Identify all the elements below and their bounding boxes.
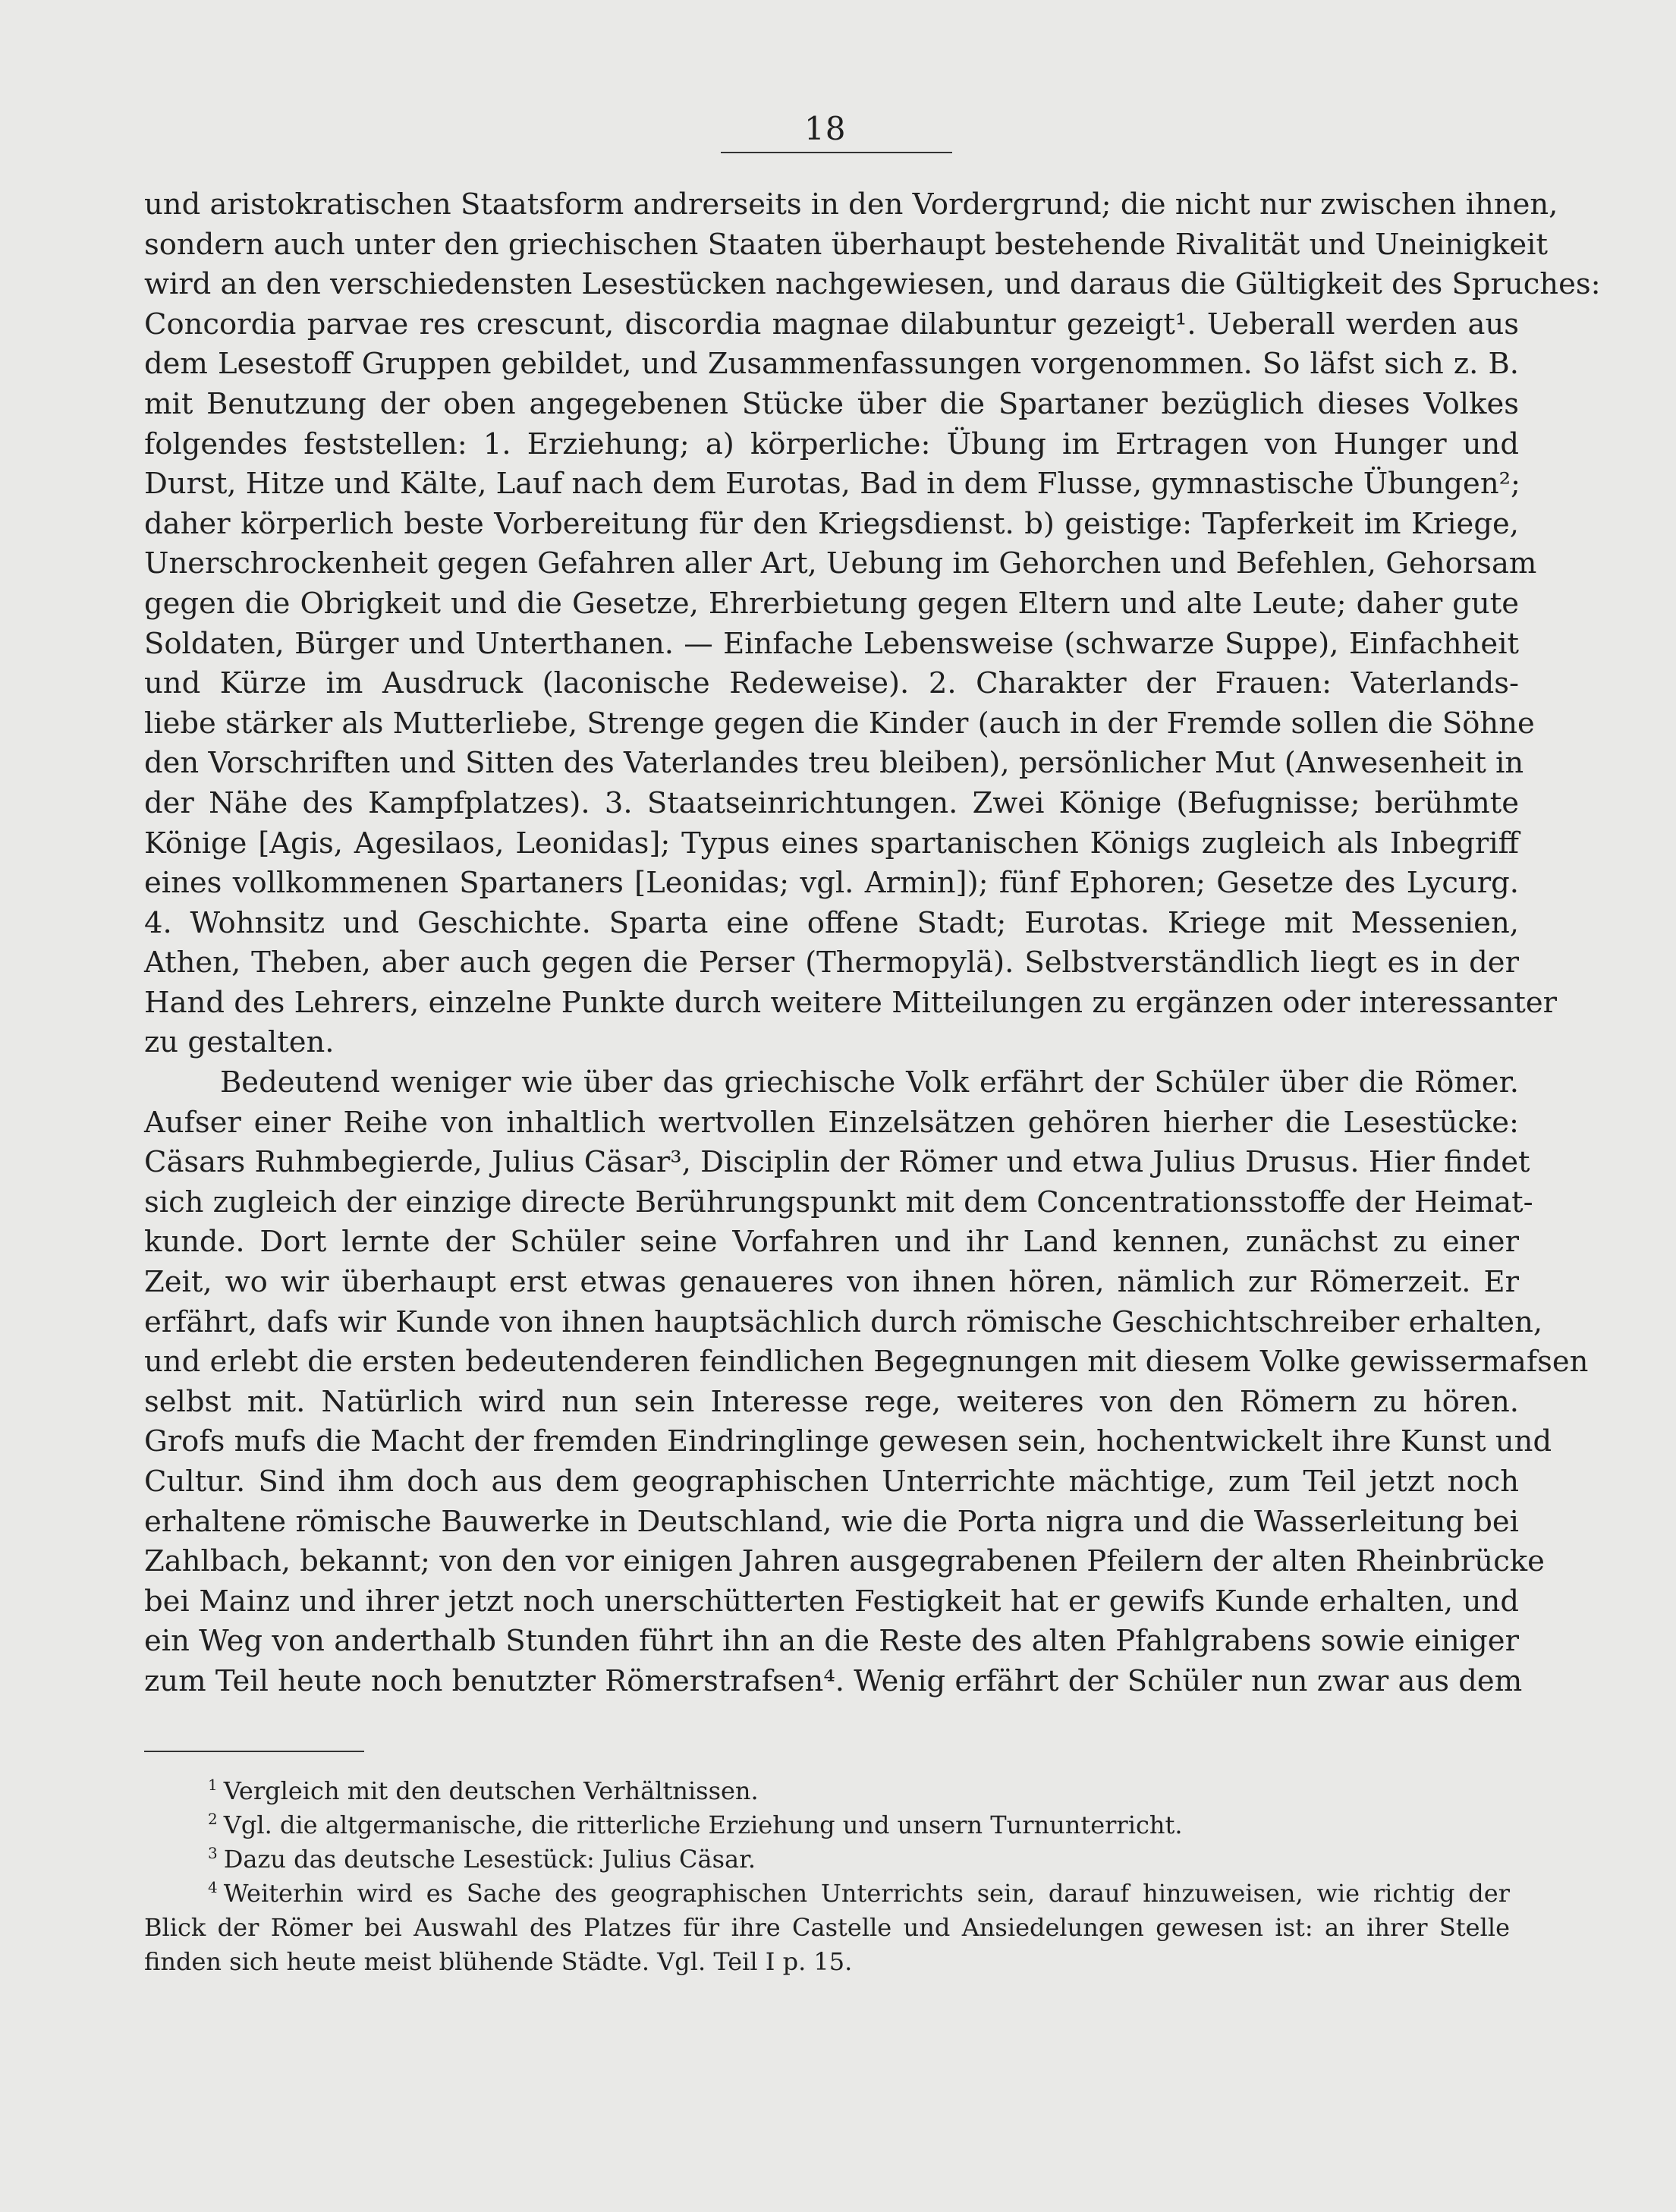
text-line: Cäsars Ruhmbegierde, Julius Cäsar³, Disciplin der Römer und etwa Julius Drusus. Hier findet bbox=[144, 1145, 1530, 1180]
text-line: sich zugleich der einzige directe Berührungspunkt mit dem Concentrationsstoffe der Heimat- bbox=[144, 1185, 1533, 1219]
text-line: Soldaten, Bürger und Unterthanen. — Einfache Lebensweise (schwarze Suppe), Einfachheit bbox=[144, 626, 1519, 661]
footnote-line bbox=[144, 1774, 1510, 1808]
text-line: Zahlbach, bekannt; von den vor einigen Jahren ausgegrabenen Pfeilern der alten Rheinbrücke bbox=[144, 1544, 1545, 1579]
text-line: erfährt, dafs wir Kunde von ihnen hauptsächlich durch römische Geschichtschreiber erhalten, bbox=[144, 1304, 1543, 1339]
footnote-line: Blick der Römer bei Auswahl des Platzes für ihre Castelle und Ansiedelungen gewesen ist: an ihrer Stelle bbox=[144, 1913, 1510, 1942]
text-line: 4. Wohnsitz und Geschichte. Sparta eine offene Stadt; Eurotas. Kriege mit Messenien, bbox=[144, 905, 1519, 940]
footnote-text: Vgl. die altgermanische, die ritterliche Erziehung und unsern Turnunterricht. bbox=[223, 1811, 1183, 1839]
text-line: Concordia parvae res crescunt, discordia magnae dilabuntur gezeigt¹. Ueberall werden aus bbox=[144, 307, 1519, 341]
text-line: Aufser einer Reihe von inhaltlich wertvollen Einzelsätzen gehören hierher die Lesestücke: bbox=[144, 1105, 1519, 1140]
text-line: folgendes feststellen: 1. Erziehung; a) körperliche: Übung im Ertragen von Hunger und bbox=[144, 426, 1519, 461]
paragraph-1 bbox=[144, 185, 1601, 1063]
footnote-mark: 4 bbox=[208, 1878, 218, 1897]
text-line: wird an den verschiedensten Lesestücken nachgewiesen, und daraus die Gültigkeit des Spruches: bbox=[144, 267, 1601, 302]
text-line: Zeit, wo wir überhaupt erst etwas genaueres von ihnen hören, nämlich zur Römerzeit. Er bbox=[144, 1265, 1519, 1300]
text-line: Durst, Hitze und Kälte, Lauf nach dem Eurotas, Bad in dem Flusse, gymnastische Übungen²; bbox=[144, 467, 1521, 502]
text-line: liebe stärker als Mutterliebe, Strenge gegen die Kinder (auch in der Fremde sollen die Söhne bbox=[144, 706, 1535, 741]
text-line: Unerschrockenheit gegen Gefahren aller Art, Uebung im Gehorchen und Befehlen, Gehorsam bbox=[144, 546, 1537, 581]
text-line: gegen die Obrigkeit und die Gesetze, Ehrerbietung gegen Eltern und alte Leute; daher gute bbox=[144, 586, 1519, 621]
text-line: und aristokratischen Staatsform andrerseits in den Vordergrund; die nicht nur zwischen ihnen, bbox=[144, 187, 1558, 222]
footnotes bbox=[144, 1774, 1510, 1979]
footnote-text: Weiterhin wird es Sache des geographischen Unterrichts sein, darauf hinzuweisen, wie richtig der bbox=[223, 1879, 1510, 1908]
text-line: ein Weg von anderthalb Stunden führt ihn an die Reste des alten Pfahlgrabens sowie einiger bbox=[144, 1624, 1519, 1659]
text-line: den Vorschriften und Sitten des Vaterlandes treu bleiben), persönlicher Mut (Anwesenheit in bbox=[144, 746, 1524, 781]
footnote-mark: 2 bbox=[208, 1810, 218, 1829]
text-line: daher körperlich beste Vorbereitung für den Kriegsdienst. b) geistige: Tapferkeit im Kriege, bbox=[144, 506, 1519, 541]
footnote-1 bbox=[144, 1774, 1510, 1808]
text-line: und Kürze im Ausdruck (laconische Redeweise). 2. Charakter der Frauen: Vaterlands- bbox=[144, 666, 1519, 701]
footnote-4 bbox=[144, 1877, 1510, 1979]
text-line: und erlebt die ersten bedeutenderen feindlichen Begegnungen mit diesem Volke gewissermafsen bbox=[144, 1345, 1589, 1380]
text-line: Hand des Lehrers, einzelne Punkte durch weitere Mitteilungen zu ergänzen oder interessanter bbox=[144, 985, 1558, 1020]
text-line: zu gestalten. bbox=[144, 1025, 335, 1060]
text-line: zum Teil heute noch benutzter Römerstrafsen⁴. Wenig erfährt der Schüler nun zwar aus dem bbox=[144, 1663, 1523, 1698]
text-line: Grofs mufs die Macht der fremden Eindringlinge gewesen sein, hochentwickelt ihre Kunst und bbox=[144, 1424, 1552, 1459]
text-line: erhaltene römische Bauwerke in Deutschland, wie die Porta nigra und die Wasserleitung bei bbox=[144, 1504, 1519, 1539]
body-text bbox=[144, 185, 1601, 1702]
footnote-text: Vergleich mit den deutschen Verhältnissen. bbox=[223, 1776, 759, 1805]
footnote-2 bbox=[144, 1808, 1510, 1842]
page-number: 18 bbox=[804, 110, 847, 147]
text-line: Könige [Agis, Agesilaos, Leonidas]; Typus eines spartanischen Königs zugleich als Inbegriff bbox=[144, 826, 1519, 861]
paragraph-2 bbox=[144, 1063, 1589, 1702]
text-line: Bedeutend weniger wie über das griechische Volk erfährt der Schüler über die Römer. bbox=[220, 1065, 1519, 1100]
text-line: dem Lesestoff Gruppen gebildet, und Zusammenfassungen vorgenommen. So läfst sich z. B. bbox=[144, 347, 1519, 382]
text-line: kunde. Dort lernte der Schüler seine Vorfahren und ihr Land kennen, zunächst zu einer bbox=[144, 1225, 1519, 1260]
text-line: Cultur. Sind ihm doch aus dem geographischen Unterrichte mächtige, zum Teil jetzt noch bbox=[144, 1465, 1519, 1499]
text-line: der Nähe des Kampfplatzes). 3. Staatseinrichtungen. Zwei Könige (Befugnisse; berühmte bbox=[144, 785, 1519, 820]
text-line: mit Benutzung der oben angegebenen Stücke über die Spartaner bezüglich dieses Volkes bbox=[144, 386, 1519, 421]
footnote-rule bbox=[144, 1751, 364, 1752]
text-line: eines vollkommenen Spartaners [Leonidas; vgl. Armin]); fünf Ephoren; Gesetze des Lycurg. bbox=[144, 866, 1519, 901]
header-rule bbox=[721, 152, 952, 153]
footnote-line bbox=[144, 1877, 1510, 1911]
text-line: selbst mit. Natürlich wird nun sein Interesse rege, weiteres von den Römern zu hören. bbox=[144, 1384, 1519, 1419]
text-line: bei Mainz und ihrer jetzt noch unerschütterten Festigkeit hat er gewifs Kunde erhalten, und bbox=[144, 1584, 1519, 1619]
footnote-mark: 1 bbox=[208, 1776, 218, 1795]
footnote-line bbox=[144, 1842, 1510, 1877]
footnote-text: Dazu das deutsche Lesestück: Julius Cäsar. bbox=[223, 1845, 756, 1874]
text-line: Athen, Theben, aber auch gegen die Perser (Thermopylä). Selbstverständlich liegt es in der bbox=[144, 946, 1519, 980]
footnote-mark: 3 bbox=[208, 1844, 218, 1863]
text-line: sondern auch unter den griechischen Staaten überhaupt bestehende Rivalität und Uneinigkeit bbox=[144, 227, 1548, 262]
footnote-3 bbox=[144, 1842, 1510, 1877]
footnote-line bbox=[144, 1808, 1510, 1842]
footnote-line: finden sich heute meist blühende Städte. Vgl. Teil I p. 15. bbox=[144, 1947, 853, 1976]
